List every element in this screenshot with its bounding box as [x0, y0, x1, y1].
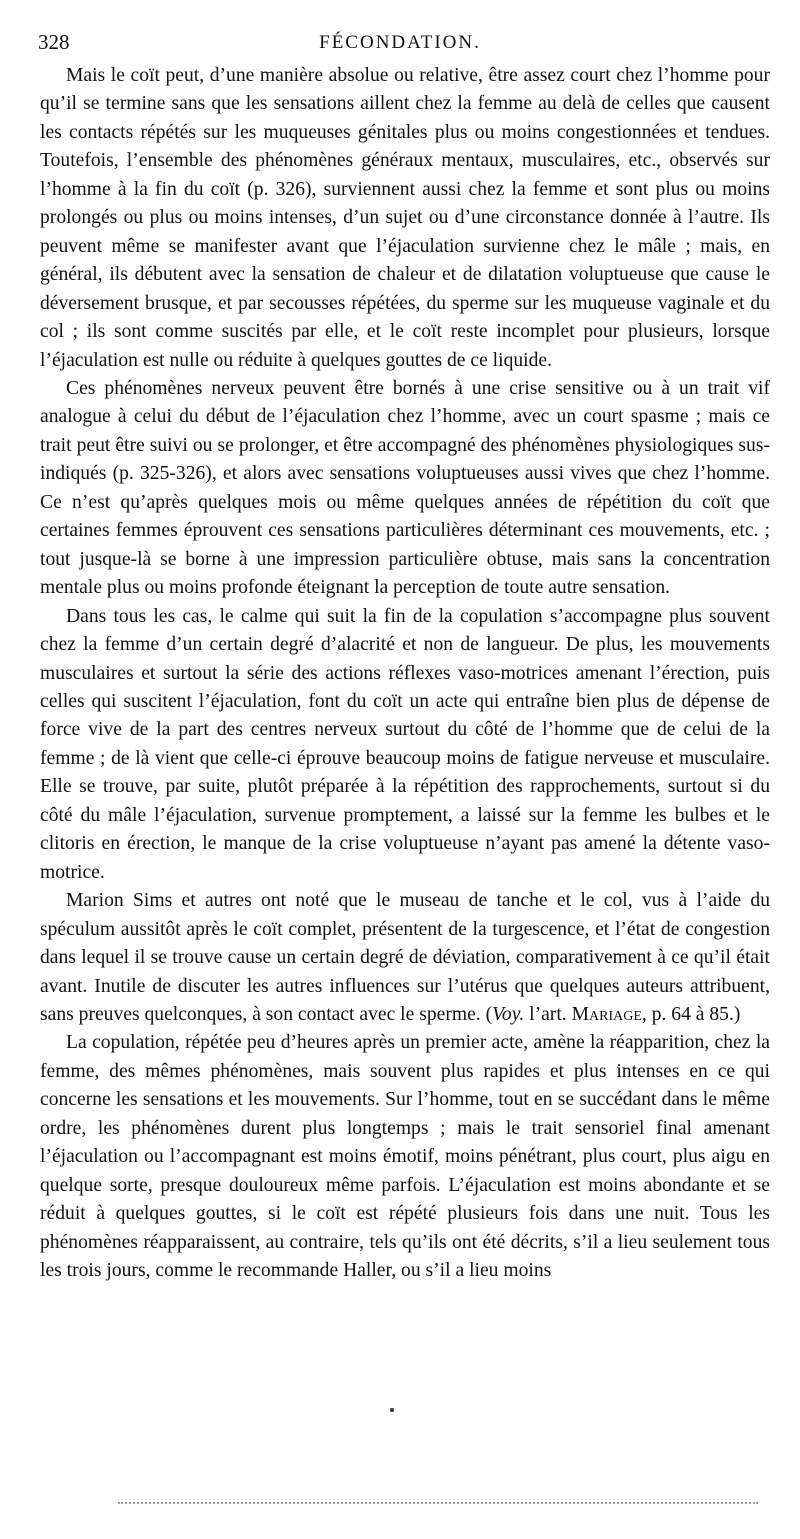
paragraph-4-text: Marion Sims et autres ont noté que le museau de tanche et le col, vus à l’aide du spéculum aussitôt après le coït complet, présentent de la turgescence, et l’état de congestion dans lequel il se trouve cause un certain degré de déviation, comparativement à ce qu’il était avant. Inutile de discuter les autres influences sur l’utérus que quelques auteurs attribuent, sans preuves quelconques, à son contact avec le sperme. ( [40, 890, 770, 1025]
page-number: 328 [38, 30, 70, 54]
footer-rule [118, 1502, 758, 1504]
paragraph-4 [40, 887, 770, 1029]
body-text [40, 62, 770, 1285]
ink-speck [390, 1408, 394, 1412]
paragraph-4-ref-pages: , p. 64 à 85.) [641, 1003, 741, 1025]
paragraph-4-ref-prefix: l’art. [524, 1003, 572, 1025]
voy-abbreviation: Voy. [492, 1003, 525, 1025]
paragraph-1: Mais le coït peut, d’une manière absolue ou relative, être assez court chez l’homme pour qu’il se termine sans que les sensations aillent chez la femme au delà de celles que causent les contacts répétés sur les muqueuses génitales plus ou moins congestionnées et tendues. Toutefois, l’ensemble des phénomènes généraux mentaux, musculaires, etc., observés sur l’homme à la fin du coït (p. 326), surviennent aussi chez la femme et sont plus ou moins prolongés ou plus ou moins intenses, d’un sujet ou d’une circonstance donnée à l’autre. Ils peuvent même se manifester avant que l’éjaculation survienne chez le mâle ; mais, en général, ils débutent avec la sensation de chaleur et de dilatation voluptueuse que cause le déversement brusque, et par secousses répétées, du sperme sur les muqueuse vaginale et du col ; ils sont comme suscités par elle, et le coït reste incomplet pour plusieurs, lorsque l’éjaculation est nulle ou réduite à quelques gouttes de ce liquide. [40, 65, 770, 371]
article-reference: Mariage [571, 1003, 642, 1025]
page-header [34, 30, 766, 60]
running-title: FÉCONDATION. [319, 32, 481, 53]
paragraph-3: Dans tous les cas, le calme qui suit la fin de la copulation s’accompagne plus souvent chez la femme d’un certain degré d’alacrité et non de langueur. De plus, les mouvements musculaires et surtout la série des actions réflexes vaso-motrices amenant l’érection, puis celles qui suscitent l’éjaculation, font du coït un acte qui entraîne bien plus de dépense de force vive de la part des centres nerveux surtout du côté de l’homme que de celui de la femme ; de là vient que celle-ci éprouve beaucoup moins de fatigue nerveuse et musculaire. Elle se trouve, par suite, plutôt préparée à la répétition des rapprochements, surtout si du côté du mâle l’éjaculation, survenue promptement, a laissé sur la femme les bulbes et le clitoris en érection, le manque de la crise voluptueuse n’ayant pas amené la détente vaso-motrice. [40, 605, 770, 883]
paragraph-2: Ces phénomènes nerveux peuvent être bornés à une crise sensitive ou à un trait vif analogue à celui du début de l’éjaculation chez l’homme, avec un court spasme ; mais ce trait peut être suivi ou se prolonger, et être accompagné des phénomènes physiologiques sus-indiqués (p. 325-326), et alors avec sensations voluptueuses aussi vives que chez l’homme. Ce n’est qu’après quelques mois ou même quelques années de répétition du coït que certaines femmes éprouvent ces sensations particulières déterminant ces mouvements, etc. ; tout jusque-là se borne à une impression particulière obtuse, mais sans la concentration mentale plus ou moins profonde éteignant la perception de toute autre sensation. [40, 377, 770, 599]
paragraph-5: La copulation, répétée peu d’heures après un premier acte, amène la réapparition, chez la femme, des mêmes phénomènes, mais souvent plus rapides et plus intenses en ce qui concerne les sensations et les mouvements. Sur l’homme, tout en se succédant dans le même ordre, les phénomènes durent plus longtemps ; mais le trait sensoriel final amenant l’éjaculation ou l’accompagnant est moins émotif, moins pénétrant, plus court, plus aigu en quelque sorte, presque douloureux même parfois. L’éjaculation est moins abondante et se réduit à quelques gouttes, si le coït est répété plusieurs fois dans une nuit. Tous les phénomènes réapparaissent, au contraire, tels qu’ils ont été décrits, s’il a lieu seulement tous les trois jours, comme le recommande Haller, ou s’il a lieu moins [40, 1032, 770, 1282]
